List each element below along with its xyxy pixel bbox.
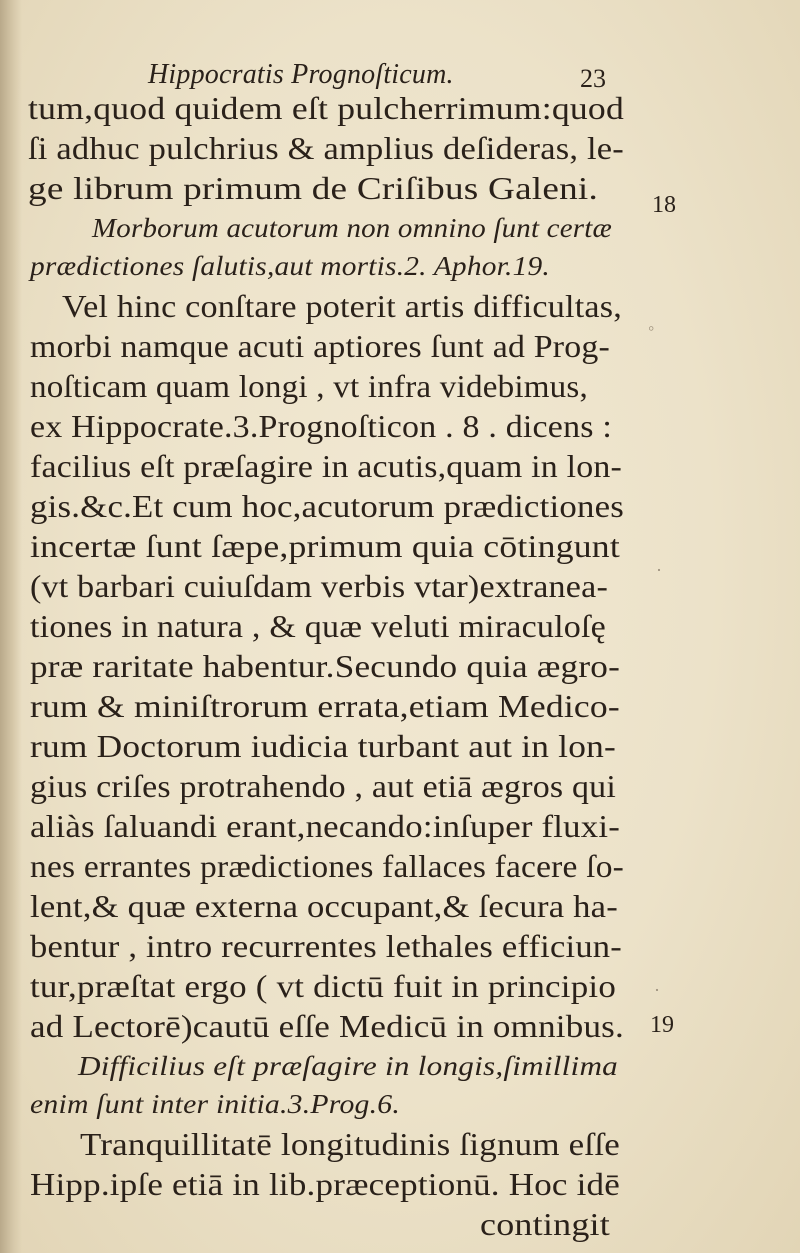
text-line: tiones in natura , & quæ veluti miraculoſę bbox=[30, 608, 606, 644]
text-line: ſi adhuc pulchrius & amplius deſideras, le- bbox=[28, 130, 624, 166]
text-line: noſticam quam longi , vt infra videbimus, bbox=[30, 368, 588, 404]
text-line: ex Hippocrate.3.Prognoſticon . 8 . dicens : bbox=[30, 408, 612, 444]
text-line: rum & miniſtrorum errata,etiam Medico- bbox=[30, 688, 620, 724]
text-line: nes errantes prædictiones fallaces facere ſo- bbox=[30, 848, 624, 884]
text-line: Tranquillitatē longitudinis ſignum eſſe bbox=[80, 1126, 620, 1162]
ink-speck: · bbox=[656, 560, 662, 580]
text-line: incertæ ſunt ſæpe,primum quia cōtingunt bbox=[30, 528, 620, 564]
text-line: Vel hinc conſtare poterit artis difficultas, bbox=[62, 288, 622, 324]
text-line: facilius eſt præſagire in acutis,quam in lon- bbox=[30, 448, 622, 484]
ink-speck: ◦ bbox=[648, 318, 655, 338]
text-line: præ raritate habentur.Secundo quia ægro- bbox=[30, 648, 620, 684]
ink-speck: · bbox=[654, 980, 660, 1000]
text-line: gis.&c.Et cum hoc,acutorum prædictiones bbox=[30, 488, 624, 524]
margin-number-19: 19 bbox=[650, 1012, 674, 1038]
text-line: Difficilius eſt præſagire in longis,ſimillima bbox=[78, 1051, 618, 1081]
text-line: tur,præſtat ergo ( vt dictū fuit in principio bbox=[30, 968, 616, 1004]
binding-gutter bbox=[0, 0, 22, 1253]
margin-number-18: 18 bbox=[652, 192, 676, 218]
text-line: rum Doctorum iudicia turbant aut in lon- bbox=[30, 728, 616, 764]
text-line: ge librum primum de Criſibus Galeni. bbox=[28, 170, 598, 206]
text-line: lent,& quæ externa occupant,& ſecura ha- bbox=[30, 888, 618, 924]
text-line: gius criſes protrahendo , aut etiā ægros qui bbox=[30, 768, 616, 804]
text-line: tum,quod quidem eſt pulcherrimum:quod bbox=[28, 90, 624, 126]
text-line: Hipp.ipſe etiā in lib.præceptionū. Hoc idē bbox=[30, 1166, 620, 1202]
text-line: prædictiones ſalutis,aut mortis.2. Aphor.19. bbox=[30, 251, 550, 281]
text-line: (vt barbari cuiuſdam verbis vtar)extranea- bbox=[30, 568, 608, 604]
text-line: morbi namque acuti aptiores ſunt ad Prog- bbox=[30, 328, 610, 364]
text-line: enim ſunt inter initia.3.Prog.6. bbox=[30, 1089, 400, 1119]
running-title: Hippocratis Prognoſticum. bbox=[148, 59, 454, 90]
text-line: aliàs ſaluandi erant,necando:inſuper fluxi- bbox=[30, 808, 620, 844]
text-line: Morborum acutorum non omnino ſunt certæ bbox=[92, 213, 612, 243]
text-line: ad Lectorē)cautū eſſe Medicū in omnibus. bbox=[30, 1008, 624, 1044]
page-number: 23 bbox=[580, 64, 606, 93]
text-line: bentur , intro recurrentes lethales efficiun- bbox=[30, 928, 622, 964]
text-line: contingit bbox=[480, 1206, 610, 1242]
